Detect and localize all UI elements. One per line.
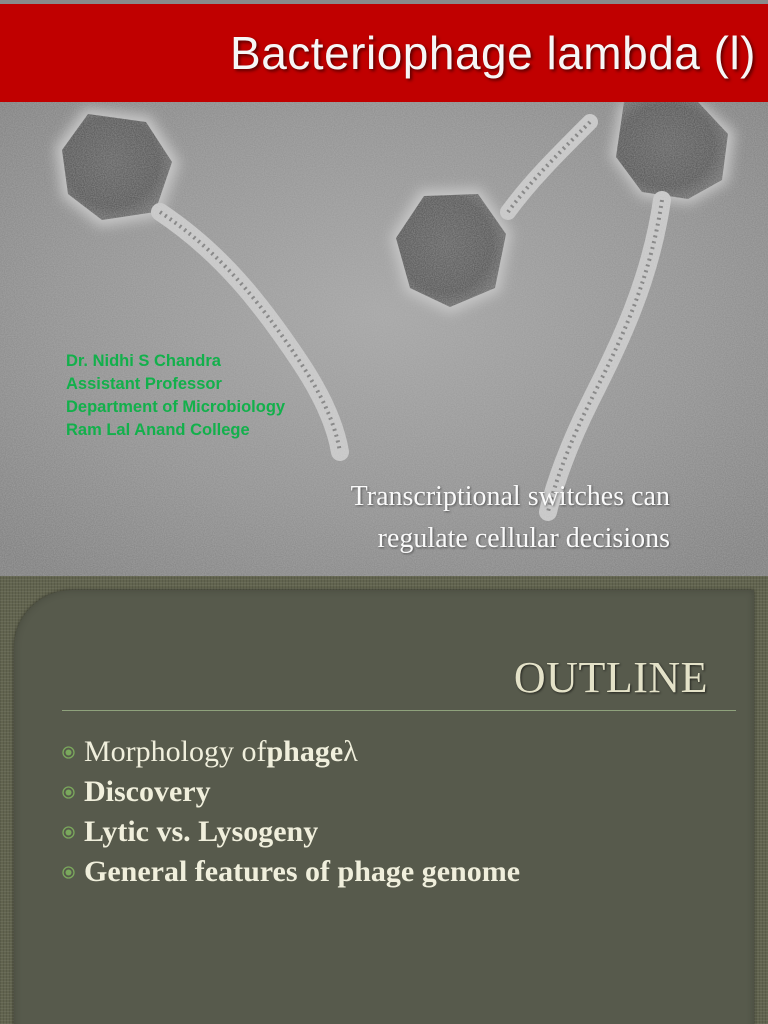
outline-title: OUTLINE [513,653,708,702]
author-position: Assistant Professor [66,375,222,393]
circle-bullet-icon [62,826,75,839]
subtitle-line-1: Transcriptional switches can [350,481,670,512]
author-college: Ram Lal Anand College [66,421,250,439]
author-name: Dr. Nidhi S Chandra [66,352,221,370]
author-department: Department of Microbiology [66,398,286,416]
bullet-text-bold: phage [266,735,344,768]
list-item [62,812,520,852]
author-block [66,350,285,442]
bullet-text-bold: Discovery [84,775,211,808]
lambda-symbol: λ [343,735,358,768]
bullet-text-bold: General features of phage genome [84,855,521,888]
outline-slide [0,576,768,1024]
list-item [62,732,520,772]
circle-bullet-icon [62,786,75,799]
slide-title: Bacteriophage lambda (l) [230,27,756,79]
title-divider [62,710,736,711]
list-item [62,852,520,892]
subtitle-line-2: regulate cellular decisions [377,523,670,554]
bullet-text-plain: Morphology of [84,735,267,768]
list-item [62,772,520,812]
circle-bullet-icon [62,746,75,759]
title-bar [0,4,768,102]
content-panel [14,590,754,1024]
circle-bullet-icon [62,866,75,879]
slide-subtitle [150,476,670,560]
bullet-text-bold: Lytic vs. Lysogeny [84,815,319,848]
outline-list [62,732,520,892]
